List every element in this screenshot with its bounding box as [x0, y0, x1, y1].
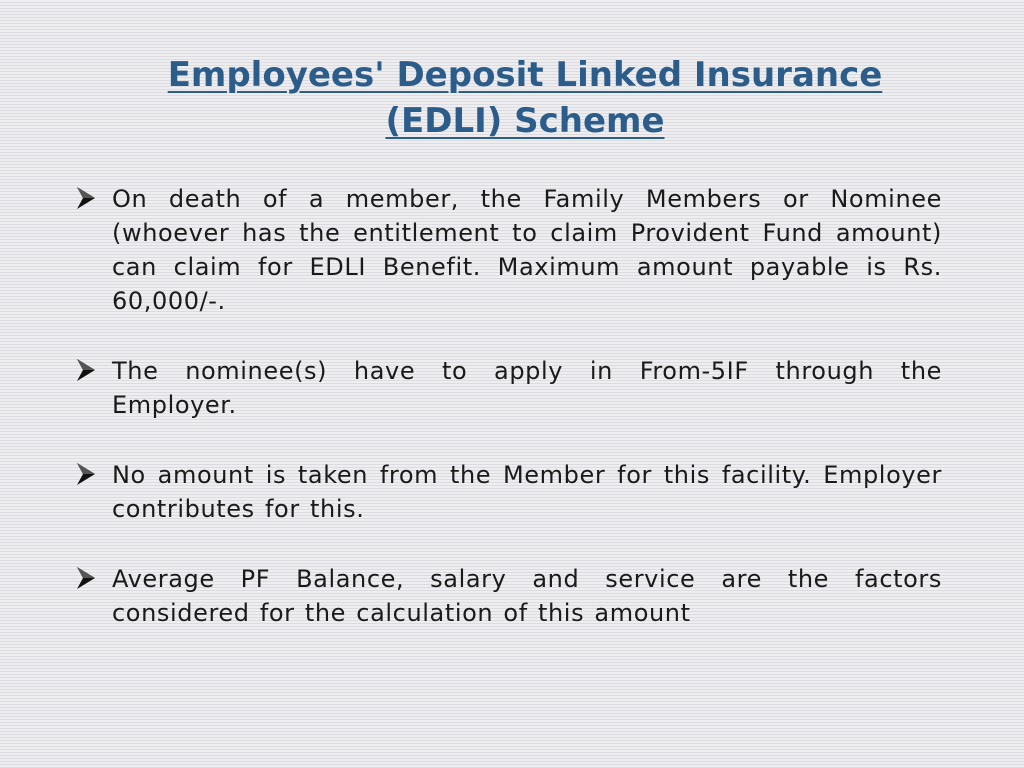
bullet-text: The nominee(s) have to apply in From-5IF through the Employer. [112, 357, 942, 419]
bullet-text: Average PF Balance, salary and service are the factors considered for the calculation of this amount [112, 565, 942, 627]
bullet-item [76, 458, 942, 526]
bullet-text: On death of a member, the Family Members or Nominee (whoever has the entitlement to claim Provident Fund amount) can claim for EDLI Benefit. Maximum amount payable is Rs. 60,000/-. [112, 185, 942, 315]
bullet-item [76, 562, 942, 630]
slide-title [60, 52, 990, 144]
arrow-bullet-icon [76, 566, 96, 590]
bullet-list [76, 182, 942, 666]
bullet-text: No amount is taken from the Member for this facility. Employer contributes for this. [112, 461, 942, 523]
bullet-item [76, 354, 942, 422]
arrow-bullet-icon [76, 186, 96, 210]
arrow-bullet-icon [76, 358, 96, 382]
arrow-bullet-icon [76, 462, 96, 486]
title-line-2: (EDLI) Scheme [385, 101, 665, 141]
title-line-1: Employees' Deposit Linked Insurance [167, 55, 883, 95]
bullet-item [76, 182, 942, 318]
